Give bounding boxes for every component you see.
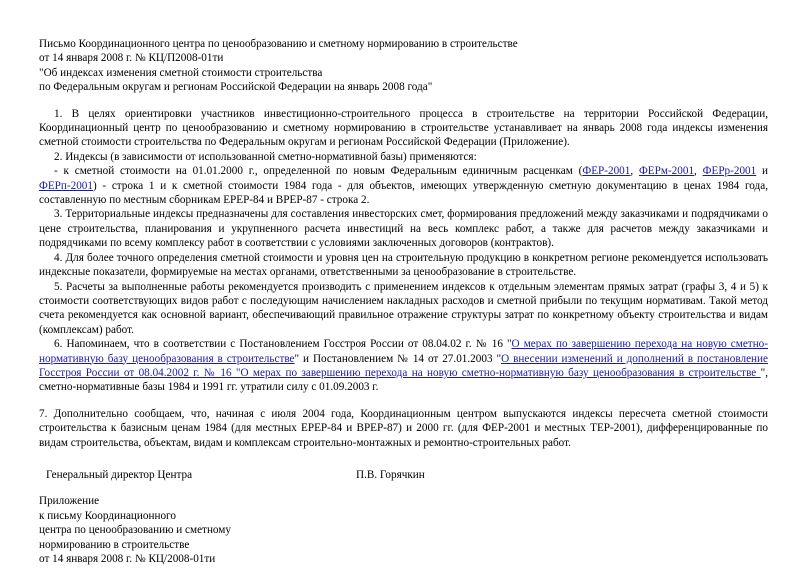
paragraph-5: 5. Расчеты за выполненные работы рекомендуется производить с применением индексов к отдельным элементам прямых затрат (графы 3, 4 и 5) к стоимости соответствующих видов работ с последующим начислением накладных расходов и сметной прибыли по текущим нормативам. Такой метод счета рекомендуется как основной вариант, обеспечивающий правильное отражение структуры затрат по конкретному объекту строительства и видам (комплексам) работ.: [39, 280, 768, 336]
paragraph-2-item-text-b: ) - строка 1 и к сметной стоимости 1984 года - для объектов, имеющих утвержденную сметную документацию в ценах 1984 года, составленную по местным сборникам ЕРЕР-84 и ВРЕР-87 - строка 2.: [39, 179, 768, 207]
link-ferm-2001[interactable]: ФЕРм-2001: [638, 165, 695, 178]
separator: ,: [630, 165, 639, 178]
signature-name: П.В. Горячкин: [356, 468, 425, 481]
signature-title: Генеральный директор Центра: [46, 468, 193, 481]
separator: и: [756, 165, 769, 178]
appendix-line-3: центра по ценообразованию и сметному: [39, 524, 231, 537]
appendix-line-1: Приложение: [39, 495, 100, 508]
paragraph-6: [39, 337, 768, 395]
link-gosstroy-resolution-14[interactable]: О внесении изменений и дополнений в постановление Госстроя России от 08.04.2002 г. № 16 "О мерах по завершению перехода на новую сметно-нормативную базу ценообразования в строительстве: [39, 352, 768, 379]
document-body: [39, 37, 768, 566]
appendix-line-2: к письму Координационного: [39, 509, 176, 522]
separator: ,: [694, 165, 703, 178]
header-line-4: по Федеральным округам и регионам Российской Федерации на январь 2008 года": [39, 81, 433, 94]
paragraph-7: 7. Дополнительно сообщаем, что, начиная с июля 2004 года, Координационным центром выпускаются индексы пересчета сметной стоимости строительства к базисным ценам 1984 (для местных ЕРЕР-84 и ВРЕР-87) и 2000 гг. (для ФЕР-2001 и местных ТЕР-2001), дифференцированные по видам строительства, объектам, видам и комплексам строительно-монтажных и ремонтно-строительных работ.: [39, 407, 768, 449]
paragraph-2-item-text-a: - к сметной стоимости на 01.01.2000 г., определенной по новым Федеральным единичным расценкам (: [54, 165, 583, 178]
signature-block: [39, 468, 768, 482]
paragraph-4: 4. Для более точного определения сметной стоимости и уровня цен на строительную продукцию в конкретном регионе рекомендуется использовать индексные показатели, формируемые на местах органами, ответственными за ценообразование в строительстве.: [39, 251, 768, 279]
link-gosstroy-resolution-16[interactable]: О мерах по завершению перехода на новую сметно-нормативную базу ценообразования в строительстве: [39, 338, 769, 365]
header-line-2: от 14 января 2008 г. № КЦ/П2008-01ти: [39, 52, 224, 65]
appendix-line-5: от 14 января 2008 г. № КЦ/2008-01ти: [39, 552, 216, 565]
link-ferr-2001[interactable]: ФЕРр-2001: [702, 165, 757, 178]
header-line-3: "Об индексах изменения сметной стоимости строительства: [39, 66, 323, 79]
paragraph-3: 3. Территориальные индексы предназначены для составления инвесторских смет, формирования предложений между заказчиками и подрядчиками о цене строительства, планирования и укрупненного расчета инвестиций на весь комплекс работ, а также для расчетов между заказчиками и подрядчиками по всему комплексу работ в соответствии с условиями заключенных договоров (контрактов).: [39, 208, 768, 250]
paragraph-6-text-b: " и Постановлением № 14 от 27.01.2003 ": [294, 352, 502, 365]
link-fer-2001[interactable]: ФЕР-2001: [582, 165, 631, 178]
appendix-line-4: нормированию в строительстве: [39, 538, 190, 551]
paragraph-1: 1. В целях ориентировки участников инвестиционно-строительного процесса в строительстве на территории Российской Федерации, Координационный центр по ценообразованию и сметному нормированию в строительстве устанавливает на январь 2008 года индексы изменения сметной стоимости строительства по Федеральным округам и регионам Российской Федерации (Приложение).: [39, 107, 768, 149]
link-ferp-2001[interactable]: ФЕРп-2001: [39, 179, 93, 192]
paragraph-2: 2. Индексы (в зависимости от использованной сметно-нормативной базы) применяются:: [54, 150, 477, 163]
header-line-1: Письмо Координационного центра по ценообразованию и сметному нормированию в строительстве: [39, 38, 518, 50]
paragraph-6-text-a: 6. Напоминаем, что в соответствии с Постановлением Госстроя России от 08.04.02 г. № 16 ": [54, 338, 512, 351]
paragraph-6-text-c: ", сметно-нормативные базы 1984 и 1991 гг. утратили силу с 01.09.2003 г.: [39, 366, 768, 394]
paragraph-2-item: [39, 164, 768, 207]
